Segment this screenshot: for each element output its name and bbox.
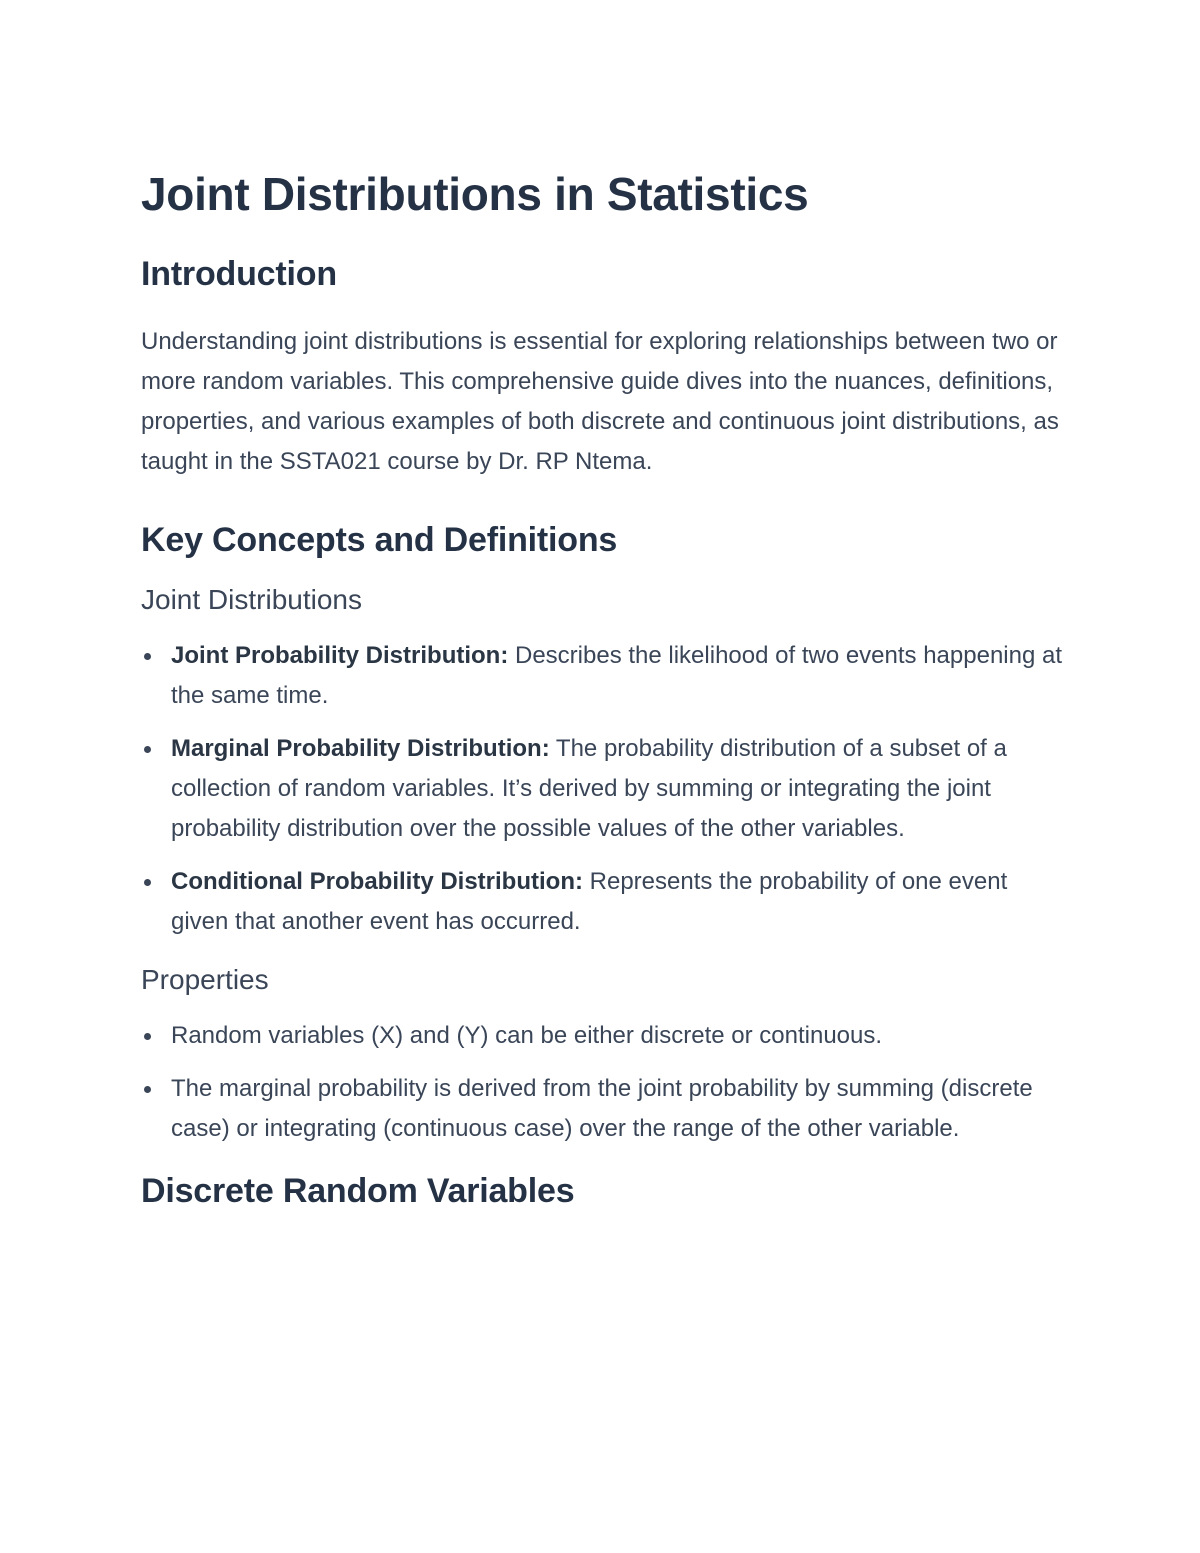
list-item — [141, 1069, 1071, 1149]
document-content — [141, 166, 1071, 1239]
list-item — [141, 729, 1071, 849]
page-title: Joint Distributions in Statistics — [141, 168, 809, 220]
property-text: The marginal probability is derived from the joint probability by summing (discrete case) or integrating (continuous case) over the range of the other variable. — [171, 1075, 1033, 1142]
definition-term: Conditional Probability Distribution: — [171, 868, 583, 895]
section-introduction — [141, 252, 1071, 482]
bullet-icon — [144, 1033, 151, 1040]
discrete-heading: Discrete Random Variables — [141, 1172, 575, 1210]
bullet-icon — [144, 746, 151, 753]
definition-text: Represents the probability of one event given that another event has occurred. — [171, 868, 1008, 935]
list-item — [141, 636, 1071, 716]
bullet-icon — [144, 653, 151, 660]
definition-text: Describes the likelihood of two events happening at the same time. — [171, 642, 1063, 709]
list-item — [141, 862, 1071, 942]
bullet-icon — [144, 879, 151, 886]
introduction-heading: Introduction — [141, 255, 337, 293]
definition-term: Marginal Probability Distribution: — [171, 735, 550, 762]
list-item — [141, 1016, 1071, 1056]
property-text: Random variables (X) and (Y) can be either discrete or continuous. — [171, 1022, 883, 1049]
properties-heading: Properties — [141, 964, 269, 995]
key-concepts-heading: Key Concepts and Definitions — [141, 521, 618, 559]
definition-text: The probability distribution of a subset of a collection of random variables. It’s derived by summing or integrating the joint probability distribution over the possible values of the other variables. — [171, 735, 1007, 842]
section-discrete-random-variables — [141, 1169, 1071, 1213]
joint-distributions-list — [141, 636, 1071, 942]
joint-distributions-heading: Joint Distributions — [141, 584, 362, 615]
section-key-concepts — [141, 518, 1071, 1149]
properties-list — [141, 1016, 1071, 1149]
bullet-icon — [144, 1086, 151, 1093]
introduction-paragraph: Understanding joint distributions is essential for exploring relationships between two or more random variables. This comprehensive guide dives into the nuances, definitions, properties, and various examples of both discrete and continuous joint distributions, as taught in the SSTA021 course by Dr. RP Ntema. — [141, 328, 1059, 475]
definition-term: Joint Probability Distribution: — [171, 642, 509, 669]
